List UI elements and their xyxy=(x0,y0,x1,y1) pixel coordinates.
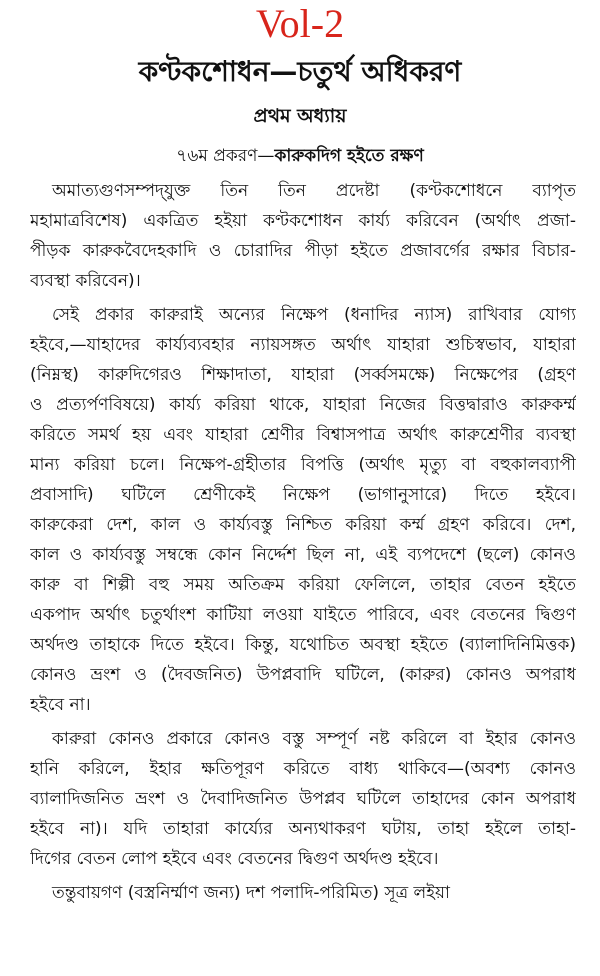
chapter-title: কণ্টকশোধন—চতুর্থ অধিকরণ xyxy=(138,55,462,88)
text-line: পীড়ক কারুকবৈদেহকাদি ও চোরাদির পীড়া হইতে প্রজাবর্গের রক্ষার বিচার- xyxy=(30,241,576,261)
text-line: হইবে,—যাহাদের কার্য্যব্যবহার ন্যায়সঙ্গত অর্থাৎ যাহারা শুচিস্বভাব, যাহারা xyxy=(30,335,576,355)
text-line: কোনও ভ্রংশ ও (দৈবজনিত) উপপ্লবাদি ঘটিলে, (কারুর) কোনও অপরাধ xyxy=(30,665,576,685)
subsection-title: কারুকদিগ হইতে রক্ষণ xyxy=(274,146,424,166)
text-line: হইবে না)। যদি তাহারা কার্য্যের অন্যথাকরণ ঘটায়, তাহা হইলে তাহা- xyxy=(30,819,576,839)
text-line: ব্যবস্থা করিবেন)। xyxy=(30,271,141,291)
text-line: করিতে সমর্থ হয় এবং যাহারা শ্রেণীর বিশ্বাসপাত্র অর্থাৎ কারুশ্রেণীর ব্যবস্থা xyxy=(30,425,576,445)
text-line: অমাত্যগুণসম্পদ্‌যুক্ত তিন তিন প্রদেষ্টা (কণ্টকশোধনে ব্যাপৃত xyxy=(52,181,576,201)
text-line: ও প্রত্যর্পণবিষয়ে) কার্য্য করিয়া থাকে, যাহারা নিজের বিত্তদ্বারাও কারুকর্ম্ম xyxy=(30,395,576,415)
paragraph xyxy=(30,300,576,720)
text-line: কারুরা কোনও প্রকারে কোনও বস্তু সম্পূর্ণ নষ্ট করিলে বা ইহার কোনও xyxy=(52,729,576,749)
text-line: প্রবাসাদি) ঘটিলে শ্রেণীকেই নিক্ষেপ (ভাগানুসারে) দিতে হইবে। xyxy=(30,485,576,505)
text-line: (নিম্নস্থ) কারুদিগেরও শিক্ষাদাতা, যাহারা (সর্ব্বসমক্ষে) নিক্ষেপের (গ্রহণ xyxy=(30,365,576,385)
body-text xyxy=(30,176,576,908)
text-line: কারুকেরা দেশ, কাল ও কার্য্যবস্তু নিশ্চিত করিয়া কর্ম্ম গ্রহণ করিবে। দেশ, xyxy=(30,515,576,535)
paragraph xyxy=(30,176,576,296)
subsection-heading xyxy=(0,143,600,169)
text-line: সেই প্রকার কারুরাই অন্যের নিক্ষেপ (ধনাদির ন্যাস) রাখিবার যোগ্য xyxy=(52,305,576,325)
section-title: প্রথম অধ্যায় xyxy=(253,105,347,127)
paragraph xyxy=(30,724,576,874)
text-line: হানি করিলে, ইহার ক্ষতিপূরণ করিতে বাধ্য থাকিবে—(অবশ্য কোনও xyxy=(30,759,576,779)
text-line: একপাদ অর্থাৎ চতুর্থাংশ কাটিয়া লওয়া যাইতে পারিবে, এবং বেতনের দ্বিগুণ xyxy=(30,605,576,625)
text-line: ব্যালাদিজনিত ভ্রংশ ও দৈবাদিজনিত উপপ্লব ঘটিলে তাহাদের কোন অপরাধ xyxy=(30,789,576,809)
text-line: কাল ও কার্য্যবস্তু সম্বন্ধে কোন নির্দ্দেশ ছিল না, এই ব্যপদেশে (ছলে) কোনও xyxy=(30,545,576,565)
subsection-prefix: ৭৬ম প্রকরণ— xyxy=(176,146,275,166)
text-line: অর্থদণ্ড তাহাকে দিতে হইবে। কিন্তু, যথোচিত অবস্থা হইতে (ব্যালাদিনিমিত্তক) xyxy=(30,635,576,655)
text-line: তন্তুবায়গণ (বস্ত্রনির্ম্মাণ জন্য) দশ পলাদি-পরিমিত) সূত্র লইয়া xyxy=(52,883,450,903)
text-line: মান্য করিয়া চলে। নিক্ষেপ-গ্রহীতার বিপত্তি (অর্থাৎ মৃত্যু বা বহুকালব্যাপী xyxy=(30,455,576,475)
text-line: হইবে না। xyxy=(30,695,91,715)
text-line: দিগের বেতন লোপ হইবে এবং বেতনের দ্বিগুণ অর্থদণ্ড হইবে। xyxy=(30,849,439,869)
text-line: কারু বা শিল্পী বহু সময় অতিক্রম করিয়া ফেলিলে, তাহার বেতন হইতে xyxy=(30,575,576,595)
text-line: মহামাত্রবিশেষ) একত্রিত হইয়া কণ্টকশোধন কার্য্য করিবেন (অর্থাৎ প্রজা- xyxy=(30,211,576,231)
paragraph xyxy=(30,878,576,908)
volume-label: Vol-2 xyxy=(255,1,345,46)
